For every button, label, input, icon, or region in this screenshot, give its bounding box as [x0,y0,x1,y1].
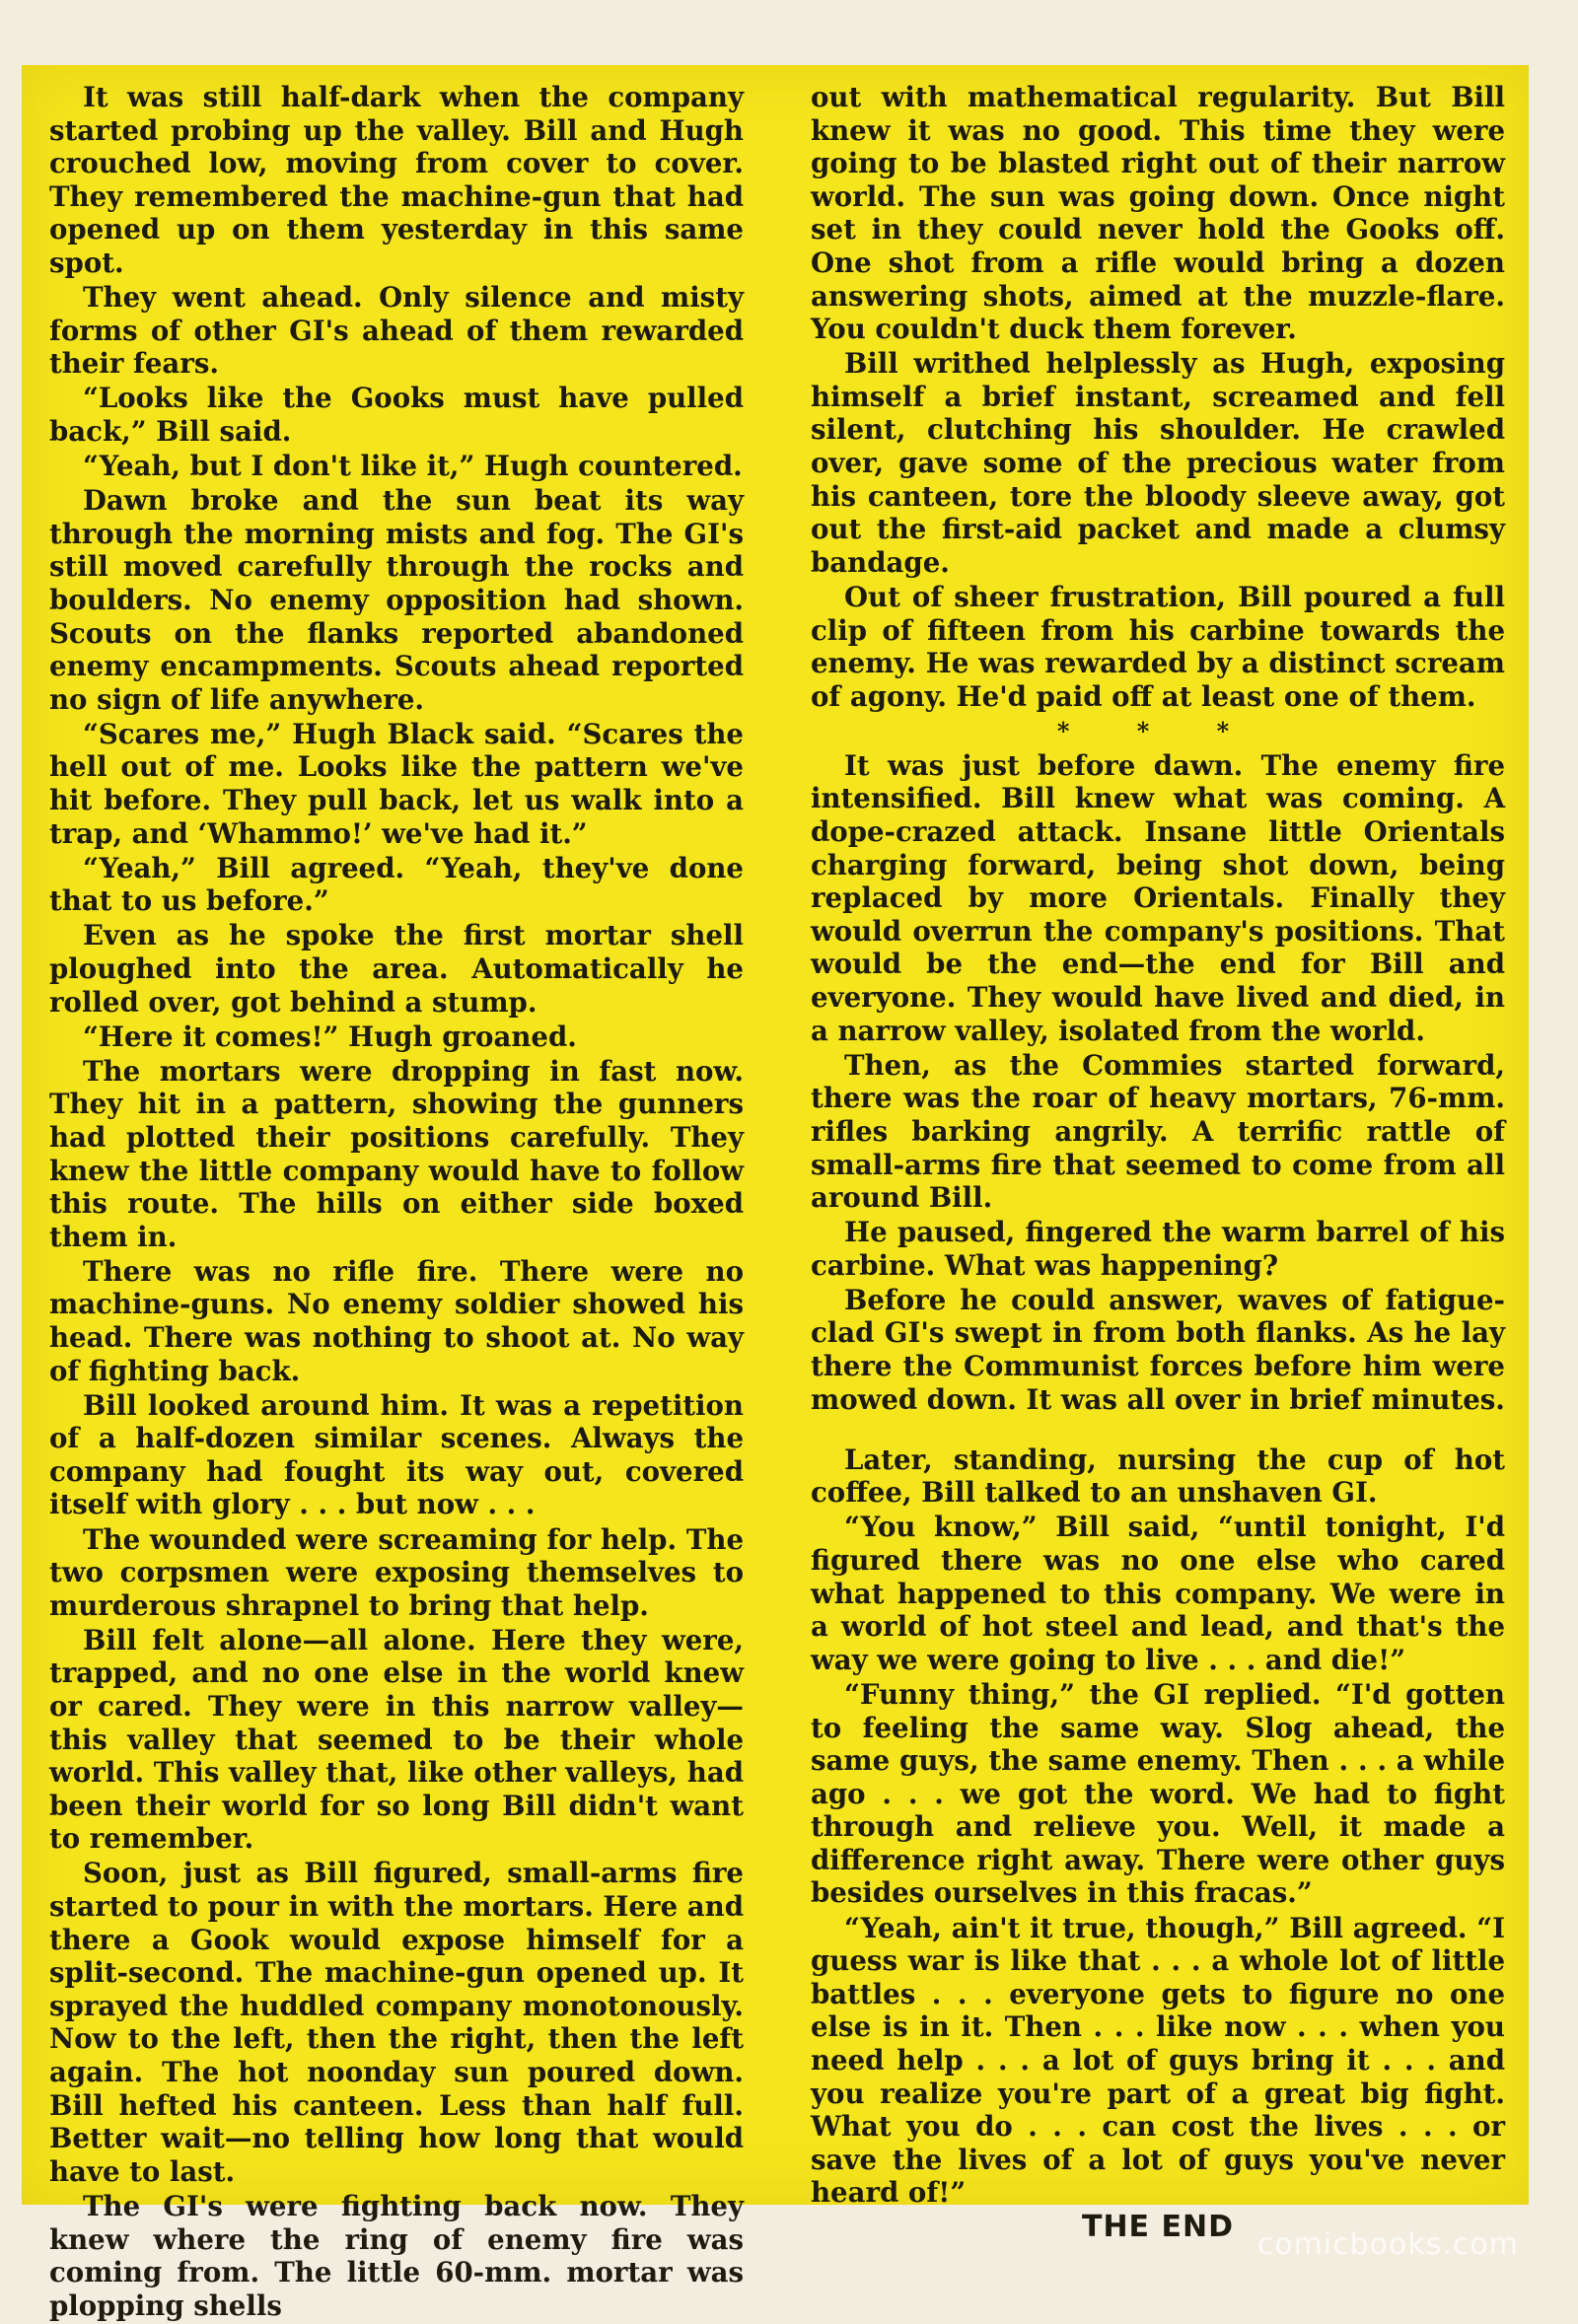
paragraph: Bill looked around him. It was a repetition of a half-dozen similar scenes. Always the company had fought its way out, covered itself with glory . . . but now . . . [49,1388,744,1521]
paragraph: Out of sheer frustration, Bill poured a full clip of fifteen from his carbine towards the enemy. He was rewarded by a distinct scream of agony. He'd paid off at least one of them. [811,580,1505,713]
paragraph: The wounded were screaming for help. The two corpsmen were exposing themselves to murderous shrapnel to bring that help. [49,1522,744,1622]
paragraph: “You know,” Bill said, “until tonight, I'd figured there was no one else who cared what happened to this company. We were in a world of hot steel and lead, and that's the way we were going to live . . . and die!” [811,1511,1505,1676]
left-column [49,81,744,2324]
paragraph: out with mathematical regularity. But Bill knew it was no good. This time they were going to be blasted right out of their narrow world. The sun was going down. Once night set in they could never hold the Gooks off. One shot from a rifle would bring a dozen answering shots, aimed at the muzzle-flare. You couldn't duck them forever. [811,81,1505,346]
paragraph: Bill writhed helplessly as Hugh, exposing himself a brief instant, screamed and fell silent, clutching his shoulder. He crawled over, gave some of the precious water from his canteen, tore the bloody sleeve away, got out the first-aid packet and made a clumsy bandage. [811,347,1505,579]
paragraph: Even as he spoke the first mortar shell ploughed into the area. Automatically he rolled over, got behind a stump. [49,919,744,1019]
paragraph: The GI's were fighting back now. They knew where the ring of enemy fire was coming from. The little 60-mm. mortar was plopping shells [49,2189,744,2322]
right-column [811,81,1505,2246]
paragraph: “Here it comes!” Hugh groaned. [83,1020,577,1053]
the-end-label: THE END [1081,2210,1234,2245]
paragraph: “Yeah, but I don't like it,” Hugh countered. [83,450,743,483]
paragraph: Later, standing, nursing the cup of hot coffee, Bill talked to an unshaven GI. [811,1443,1505,1510]
paragraph: It was just before dawn. The enemy fire intensified. Bill knew what was coming. A dope-crazed attack. Insane little Orientals charging forward, being shot down, being replaced by more Orientals. Finally they would overrun the company's positions. That would be the end—the end for Bill and everyone. They would have lived and died, in a narrow valley, isolated from the world. [811,748,1505,1047]
site-watermark: comicbooks.com [1256,2227,1519,2262]
paragraph: “Scares me,” Hugh Black said. “Scares the hell out of me. Looks like the pattern we've hit before. They pull back, let us walk into a trap, and ‘Whammo!’ we've had it.” [49,717,744,850]
paragraph: Before he could answer, waves of fatigue-clad GI's swept in from both flanks. As he lay there the Communist forces before him were mowed down. It was all over in brief minutes. [811,1283,1505,1416]
paragraph: Soon, just as Bill figured, small-arms fire started to pour in with the mortars. Here and there a Gook would expose himself for a split-second. The machine-gun opened up. It sprayed the huddled company monotonously. Now to the left, then the right, then the left again. The hot noonday sun poured down. Bill hefted his canteen. Less than half full. Better wait—no telling how long that would have to last. [49,1857,744,2188]
paragraph: There was no rifle fire. There were no machine-guns. No enemy soldier showed his head. There was nothing to shoot at. No way of fighting back. [49,1254,744,1387]
paragraph: “Funny thing,” the GI replied. “I'd gotten to feeling the same way. Slog ahead, the same guys, the same enemy. Then . . . a while ago . . . we got the word. We had to fight through and relieve you. Well, it made a difference right away. There were other guys besides ourselves in this fracas.” [811,1677,1505,1910]
paragraph: It was still half-dark when the company started probing up the valley. Bill and Hugh crouched low, moving from cover to cover. They remembered the machine-gun that had opened up on them yesterday in this same spot. [49,81,744,279]
section-separator: * * * [1056,716,1259,745]
paragraph: Then, as the Commies started forward, there was the roar of heavy mortars, 76-mm. rifles barking angrily. A terrific rattle of small-arms fire that seemed to come from all around Bill. [811,1048,1505,1215]
paragraph: Bill felt alone—all alone. Here they were, trapped, and no one else in the world knew or cared. They were in this narrow valley—this valley that seemed to be their whole world. This valley that, like other valleys, had been their world for so long Bill didn't want to remember. [49,1623,744,1856]
paragraph: They went ahead. Only silence and misty forms of other GI's ahead of them rewarded their fears. [49,281,744,381]
paragraph: “Yeah,” Bill agreed. “Yeah, they've done that to us before.” [49,851,744,918]
paragraph: Dawn broke and the sun beat its way through the morning mists and fog. The GI's still moved carefully through the rocks and boulders. No enemy opposition had shown. Scouts on the flanks reported abandoned enemy encampments. Scouts ahead reported no sign of life anywhere. [49,484,744,716]
paragraph: He paused, fingered the warm barrel of his carbine. What was happening? [811,1216,1505,1282]
paragraph: “Yeah, ain't it true, though,” Bill agreed. “I guess war is like that . . . a whole lot of little battles . . . everyone gets to figure no one else is in it. Then . . . like now . . . when you need help . . . a lot of guys bring it . . . and you realize you're part of a great big fight. What you do . . . can cost the lives . . . or save the lives of a lot of guys you've never heard of!” [811,1911,1505,2210]
paragraph: “Looks like the Gooks must have pulled back,” Bill said. [49,382,744,448]
section-gap [811,1418,1505,1444]
paragraph: The mortars were dropping in fast now. They hit in a pattern, showing the gunners had plotted their positions carefully. They knew the little company would have to follow this route. The hills on either side boxed them in. [49,1054,744,1253]
